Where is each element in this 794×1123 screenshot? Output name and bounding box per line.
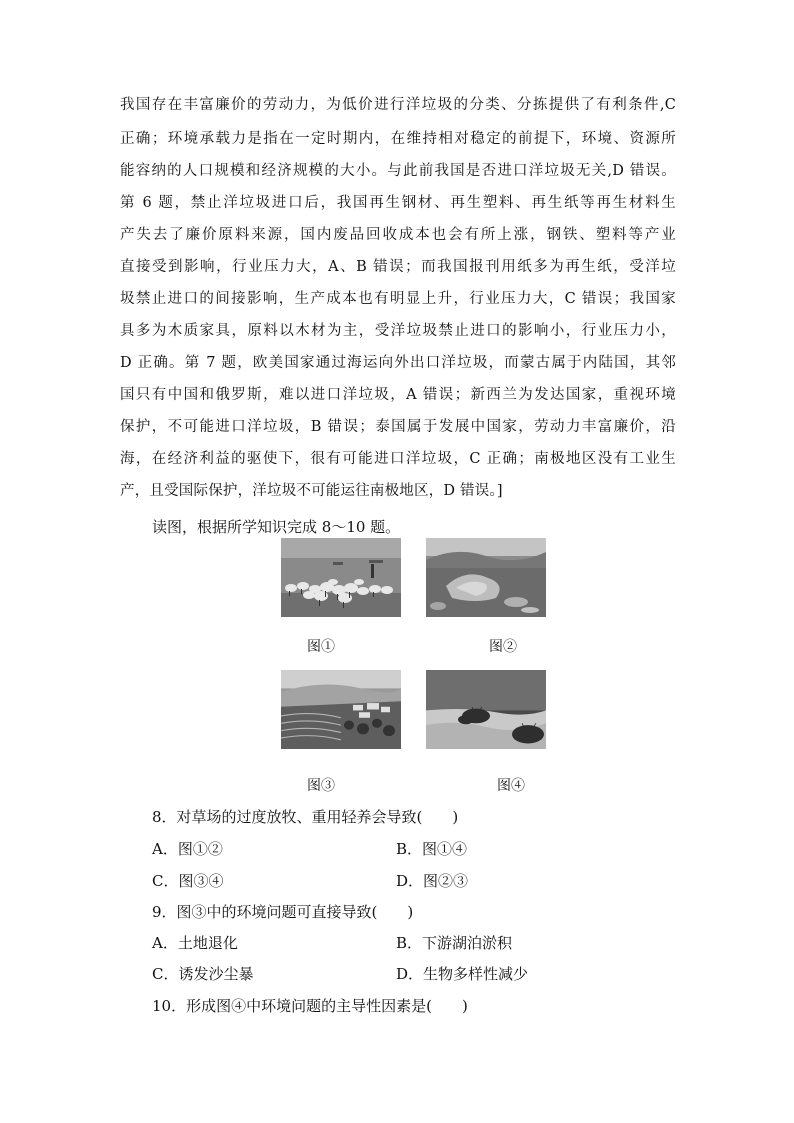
question-9-option-c: C．诱发沙尘暴	[152, 965, 254, 983]
question-8-option-b: B．图①④	[396, 840, 468, 858]
question-9-stem: 9．图③中的环境问题可直接导致( )	[152, 903, 414, 921]
figure-4-caption: 图④	[497, 778, 525, 794]
question-lead-in: 读图，根据所学知识完成 8～10 题。	[152, 518, 401, 536]
answer-line: 第 6 题，禁止洋垃圾进口后，我国再生钢材、再生塑料、再生纸等再生材料生	[120, 195, 676, 211]
answer-line: 保护，不可能进口洋垃圾，B 错误；泰国属于发展中国家，劳动力丰富廉价，沿	[120, 419, 676, 435]
figure-2-caption: 图②	[489, 639, 517, 655]
question-8-stem: 8．对草场的过度放牧、重用轻养会导致( )	[152, 808, 459, 826]
question-8-option-d: D．图②③	[396, 872, 469, 890]
figure-1-caption: 图①	[307, 639, 335, 655]
answer-line: D 正确。第 7 题，欧美国家通过海运向外出口洋垃圾，而蒙古属于内陆国，其邻	[120, 355, 676, 371]
answer-line: 直接受到影响，行业压力大，A、B 错误；而我国报刊用纸多为再生纸，受洋垃	[120, 259, 676, 275]
question-10-stem: 10．形成图④中环境问题的主导性因素是( )	[152, 997, 468, 1015]
answer-line: 我国存在丰富廉价的劳动力，为低价进行洋垃圾的分类、分拣提供了有利条件,C	[120, 97, 676, 113]
answer-line: 能容纳的人口规模和经济规模的大小。与此前我国是否进口洋垃圾无关,D 错误。	[120, 163, 676, 179]
answer-line: 圾禁止进口的间接影响，生产成本也有明显上升，行业压力大，C 错误；我国家	[120, 291, 676, 307]
answer-line: 海，在经济利益的驱使下，很有可能进口洋垃圾，C 正确；南极地区没有工业生	[120, 451, 676, 467]
answer-line: 国只有中国和俄罗斯，难以进口洋垃圾，A 错误；新西兰为发达国家，重视环境	[120, 387, 676, 403]
figure-3-caption: 图③	[307, 778, 335, 794]
answer-line: 具多为木质家具，原料以木材为主，受洋垃圾禁止进口的影响小，行业压力小，	[120, 323, 676, 339]
question-8-option-a: A．图①②	[152, 840, 223, 858]
answer-line: 正确；环境承载力是指在一定时期内，在维持相对稳定的前提下，环境、资源所	[120, 131, 676, 147]
question-9-option-a: A．土地退化	[152, 934, 238, 952]
figure-3-photo	[281, 670, 401, 749]
question-9-option-d: D．生物多样性减少	[396, 965, 529, 983]
answer-line: 产失去了廉价原料来源，国内废品回收成本也会有所上涨，钢铁、塑料等产业	[120, 227, 676, 243]
question-8-option-c: C．图③④	[152, 872, 224, 890]
question-9-option-b: B．下游湖泊淤积	[396, 934, 513, 952]
figure-4-photo	[426, 670, 546, 749]
answer-line: 产，且受国际保护，洋垃圾不可能运往南极地区，D 错误。]	[120, 483, 503, 499]
figure-2-photo	[426, 538, 546, 617]
figure-1-photo	[281, 538, 401, 617]
